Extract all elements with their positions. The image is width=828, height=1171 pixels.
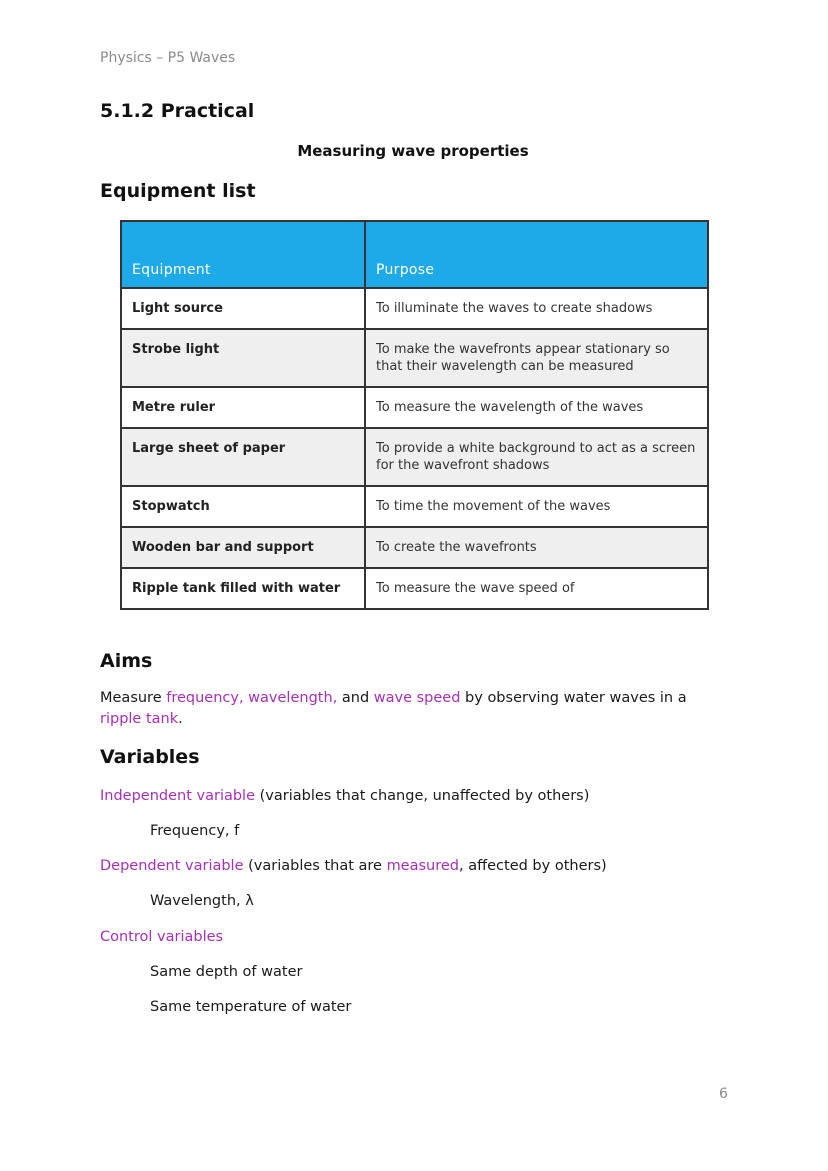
table-row <box>121 288 708 329</box>
dependent-variable-line <box>100 856 607 877</box>
running-header: Physics – P5 Waves <box>100 50 236 66</box>
table-row <box>121 568 708 609</box>
table-row <box>121 428 708 486</box>
equipment-cell: Ripple tank filled with water <box>121 568 365 609</box>
equipment-cell: Metre ruler <box>121 387 365 428</box>
independent-variable-desc: (variables that change, unaffected by others) <box>255 788 590 804</box>
aims-paragraph <box>100 688 720 730</box>
aims-heading: Aims <box>100 650 153 672</box>
column-header-purpose: Purpose <box>365 221 708 288</box>
section-title: 5.1.2 Practical <box>100 100 255 122</box>
control-variables-label: Control variables <box>100 929 224 945</box>
table-header-row <box>121 221 708 288</box>
table-row <box>121 486 708 527</box>
dependent-variable-label: Dependent variable <box>100 858 244 874</box>
control-variable-item: Same depth of water <box>150 964 303 980</box>
table-row <box>121 329 708 387</box>
dependent-variable-desc: , affected by others) <box>459 858 607 874</box>
equipment-cell: Strobe light <box>121 329 365 387</box>
purpose-cell: To provide a white background to act as a screen for the wavefront shadows <box>365 428 708 486</box>
table-row <box>121 387 708 428</box>
dependent-variable-value: Wavelength, λ <box>150 893 254 909</box>
equipment-cell: Light source <box>121 288 365 329</box>
variables-heading: Variables <box>100 746 200 768</box>
key-term-measured: measured <box>386 858 460 874</box>
control-variable-item: Same temperature of water <box>150 999 352 1015</box>
page-number: 6 <box>719 1086 728 1102</box>
aims-text: by observing water waves in a <box>460 690 687 706</box>
dependent-variable-desc: (variables that are <box>243 858 387 874</box>
equipment-cell: Large sheet of paper <box>121 428 365 486</box>
purpose-cell: To illuminate the waves to create shadows <box>365 288 708 329</box>
column-header-equipment: Equipment <box>121 221 365 288</box>
key-term-ripple-tank: ripple tank <box>100 711 179 727</box>
practical-subtitle <box>0 142 828 160</box>
aims-text: Measure <box>100 690 167 706</box>
independent-variable-value: Frequency, f <box>150 823 240 839</box>
aims-text: and <box>337 690 374 706</box>
independent-variable-line <box>100 786 589 807</box>
equipment-cell: Stopwatch <box>121 486 365 527</box>
equipment-heading: Equipment list <box>100 180 256 202</box>
equipment-table <box>120 220 709 610</box>
key-term-frequency-wavelength: frequency, wavelength, <box>166 690 338 706</box>
purpose-cell: To measure the wavelength of the waves <box>365 387 708 428</box>
table-row <box>121 527 708 568</box>
purpose-cell: To make the wavefronts appear stationary so that their wavelength can be measured <box>365 329 708 387</box>
purpose-cell: To time the movement of the waves <box>365 486 708 527</box>
practical-subtitle-text: Measuring wave properties <box>297 142 529 160</box>
purpose-cell: To create the wavefronts <box>365 527 708 568</box>
equipment-cell: Wooden bar and support <box>121 527 365 568</box>
independent-variable-label: Independent variable <box>100 788 256 804</box>
aims-text: . <box>178 711 183 727</box>
key-term-wave-speed: wave speed <box>373 690 461 706</box>
purpose-cell: To measure the wave speed of <box>365 568 708 609</box>
